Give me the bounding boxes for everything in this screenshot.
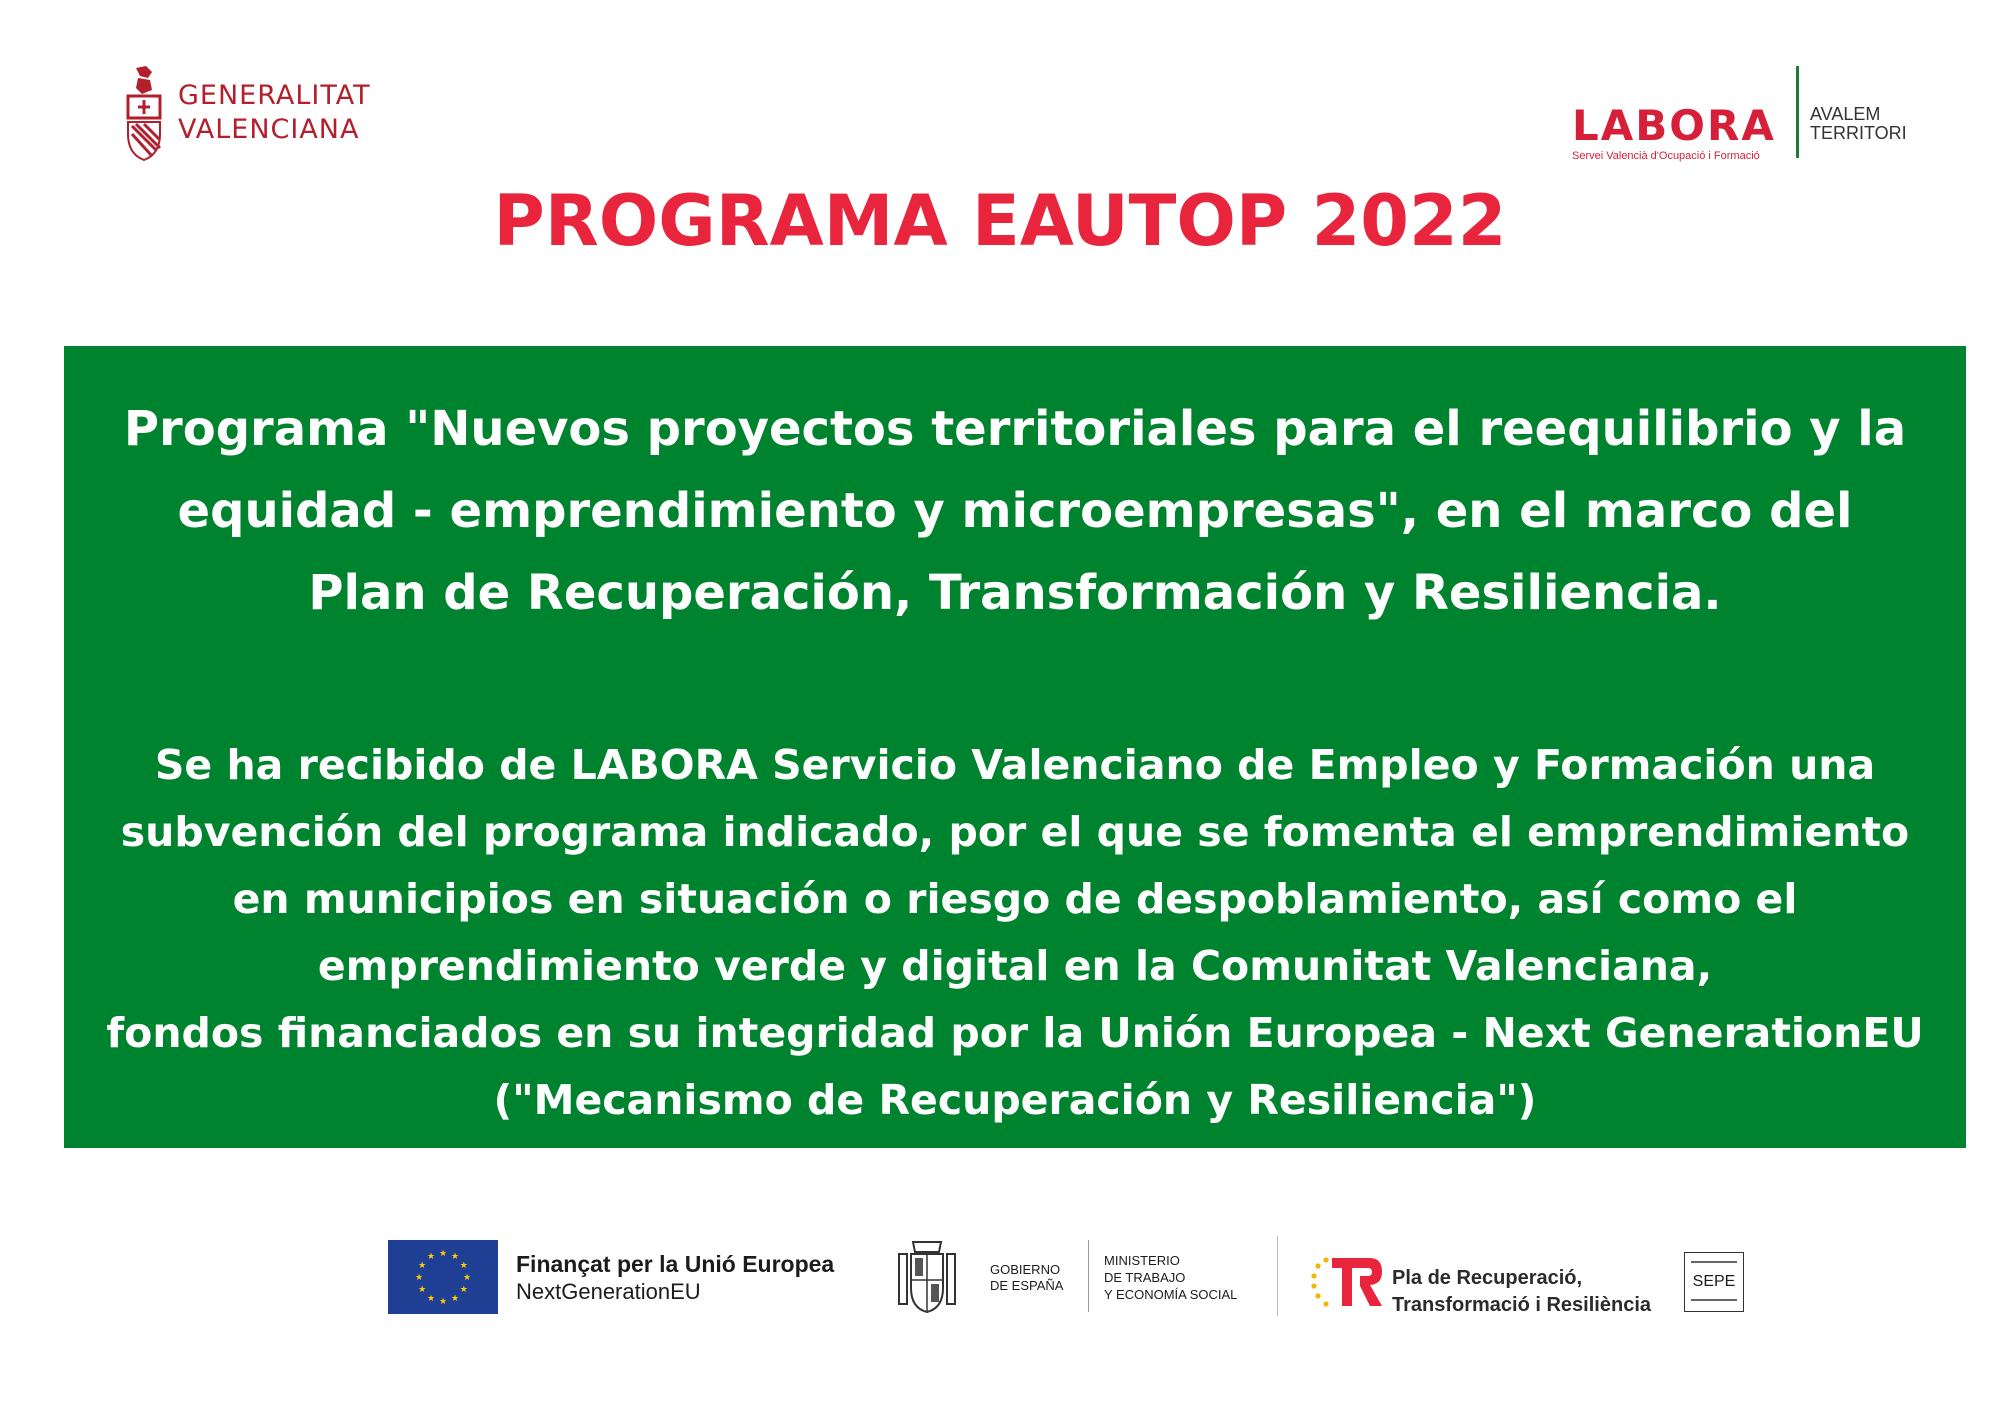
labora-subtitle: Servei Valencià d'Ocupació i Formació xyxy=(1572,150,1760,162)
ministerio-line1: MINISTERIO xyxy=(1104,1253,1180,1268)
eu-star-icon: ★ xyxy=(438,1297,448,1307)
eu-flag-icon xyxy=(388,1240,498,1314)
recovery-plan-icon xyxy=(1310,1252,1386,1312)
eu-star-icon: ★ xyxy=(418,1285,427,1295)
program-description xyxy=(64,388,1966,634)
recovery-plan-label xyxy=(1392,1265,1651,1319)
avalem-line2: TERRITORI xyxy=(1810,123,1907,143)
ministerio-line2: DE TRABAJO xyxy=(1104,1270,1186,1285)
notice-line: fondos financiados en su integridad por la Unión Europea - Next GenerationEU xyxy=(106,1009,1924,1057)
eu-star-icon: ★ xyxy=(414,1273,424,1283)
notice-line: ("Mecanismo de Recuperación y Resiliencia") xyxy=(493,1076,1537,1124)
program-line: Programa "Nuevos proyectos territoriales para el reequilibrio y la xyxy=(123,401,1907,457)
eu-star-icon: ★ xyxy=(459,1261,468,1271)
footer-divider xyxy=(1277,1236,1278,1316)
plan-line1: Pla de Recuperació, xyxy=(1392,1267,1583,1289)
eu-star-icon: ★ xyxy=(462,1273,472,1283)
sepe-logo xyxy=(1684,1252,1744,1312)
notice-line: subvención del programa indicado, por el que se fomenta el emprendimiento xyxy=(120,808,1910,856)
eu-funding-label xyxy=(516,1250,834,1306)
generalitat-line1: GENERALITAT xyxy=(178,80,371,111)
notice-line: Se ha recibido de LABORA Servicio Valenciano de Empleo y Formación una xyxy=(154,741,1876,789)
notice-line: emprendimiento verde y digital en la Comunitat Valenciana, xyxy=(317,942,1713,990)
generalitat-crest-icon xyxy=(122,64,166,162)
gobierno-divider xyxy=(1088,1240,1089,1312)
plan-line2: Transformació i Resiliència xyxy=(1392,1294,1651,1316)
sepe-rule-top xyxy=(1691,1261,1737,1263)
ministerio-line3: Y ECONOMÍA SOCIAL xyxy=(1104,1287,1238,1302)
labora-logo xyxy=(1572,101,1776,162)
generalitat-line2: VALENCIANA xyxy=(178,114,360,145)
eu-star-icon: ★ xyxy=(450,1252,460,1263)
labora-divider xyxy=(1796,66,1799,158)
labora-name: LABORA xyxy=(1572,101,1776,150)
page-title: PROGRAMA EAUTOP 2022 xyxy=(493,180,1507,262)
program-line: Plan de Recuperación, Transformación y Resiliencia. xyxy=(308,565,1722,621)
avalem-territori-logo xyxy=(1810,105,1907,143)
eu-star-icon: ★ xyxy=(438,1249,448,1259)
eu-star-icon: ★ xyxy=(426,1293,436,1304)
eu-star-icon: ★ xyxy=(426,1252,436,1263)
gobierno-line1: GOBIERNO xyxy=(990,1262,1061,1277)
gobierno-label xyxy=(990,1262,1063,1294)
eu-star-icon: ★ xyxy=(450,1293,460,1304)
eu-line1: Finançat per la Unió Europea xyxy=(516,1251,835,1277)
spain-coat-of-arms-icon xyxy=(895,1236,959,1316)
subsidy-notice xyxy=(64,732,1966,1134)
notice-line: en municipios en situación o riesgo de despoblamiento, así como el xyxy=(232,875,1798,923)
info-panel xyxy=(64,346,1966,1148)
sepe-label: SEPE xyxy=(1692,1273,1736,1290)
eu-star-icon: ★ xyxy=(459,1285,468,1295)
avalem-line1: AVALEM xyxy=(1810,104,1881,124)
gobierno-line2: DE ESPAÑA xyxy=(990,1278,1064,1293)
generalitat-logo xyxy=(122,64,371,162)
eu-star-icon: ★ xyxy=(418,1261,427,1271)
sepe-rule-bottom xyxy=(1691,1299,1737,1301)
ministerio-label xyxy=(1104,1252,1237,1303)
eu-line2: NextGenerationEU xyxy=(516,1279,701,1304)
program-line: equidad - emprendimiento y microempresas", en el marco del xyxy=(177,483,1853,539)
